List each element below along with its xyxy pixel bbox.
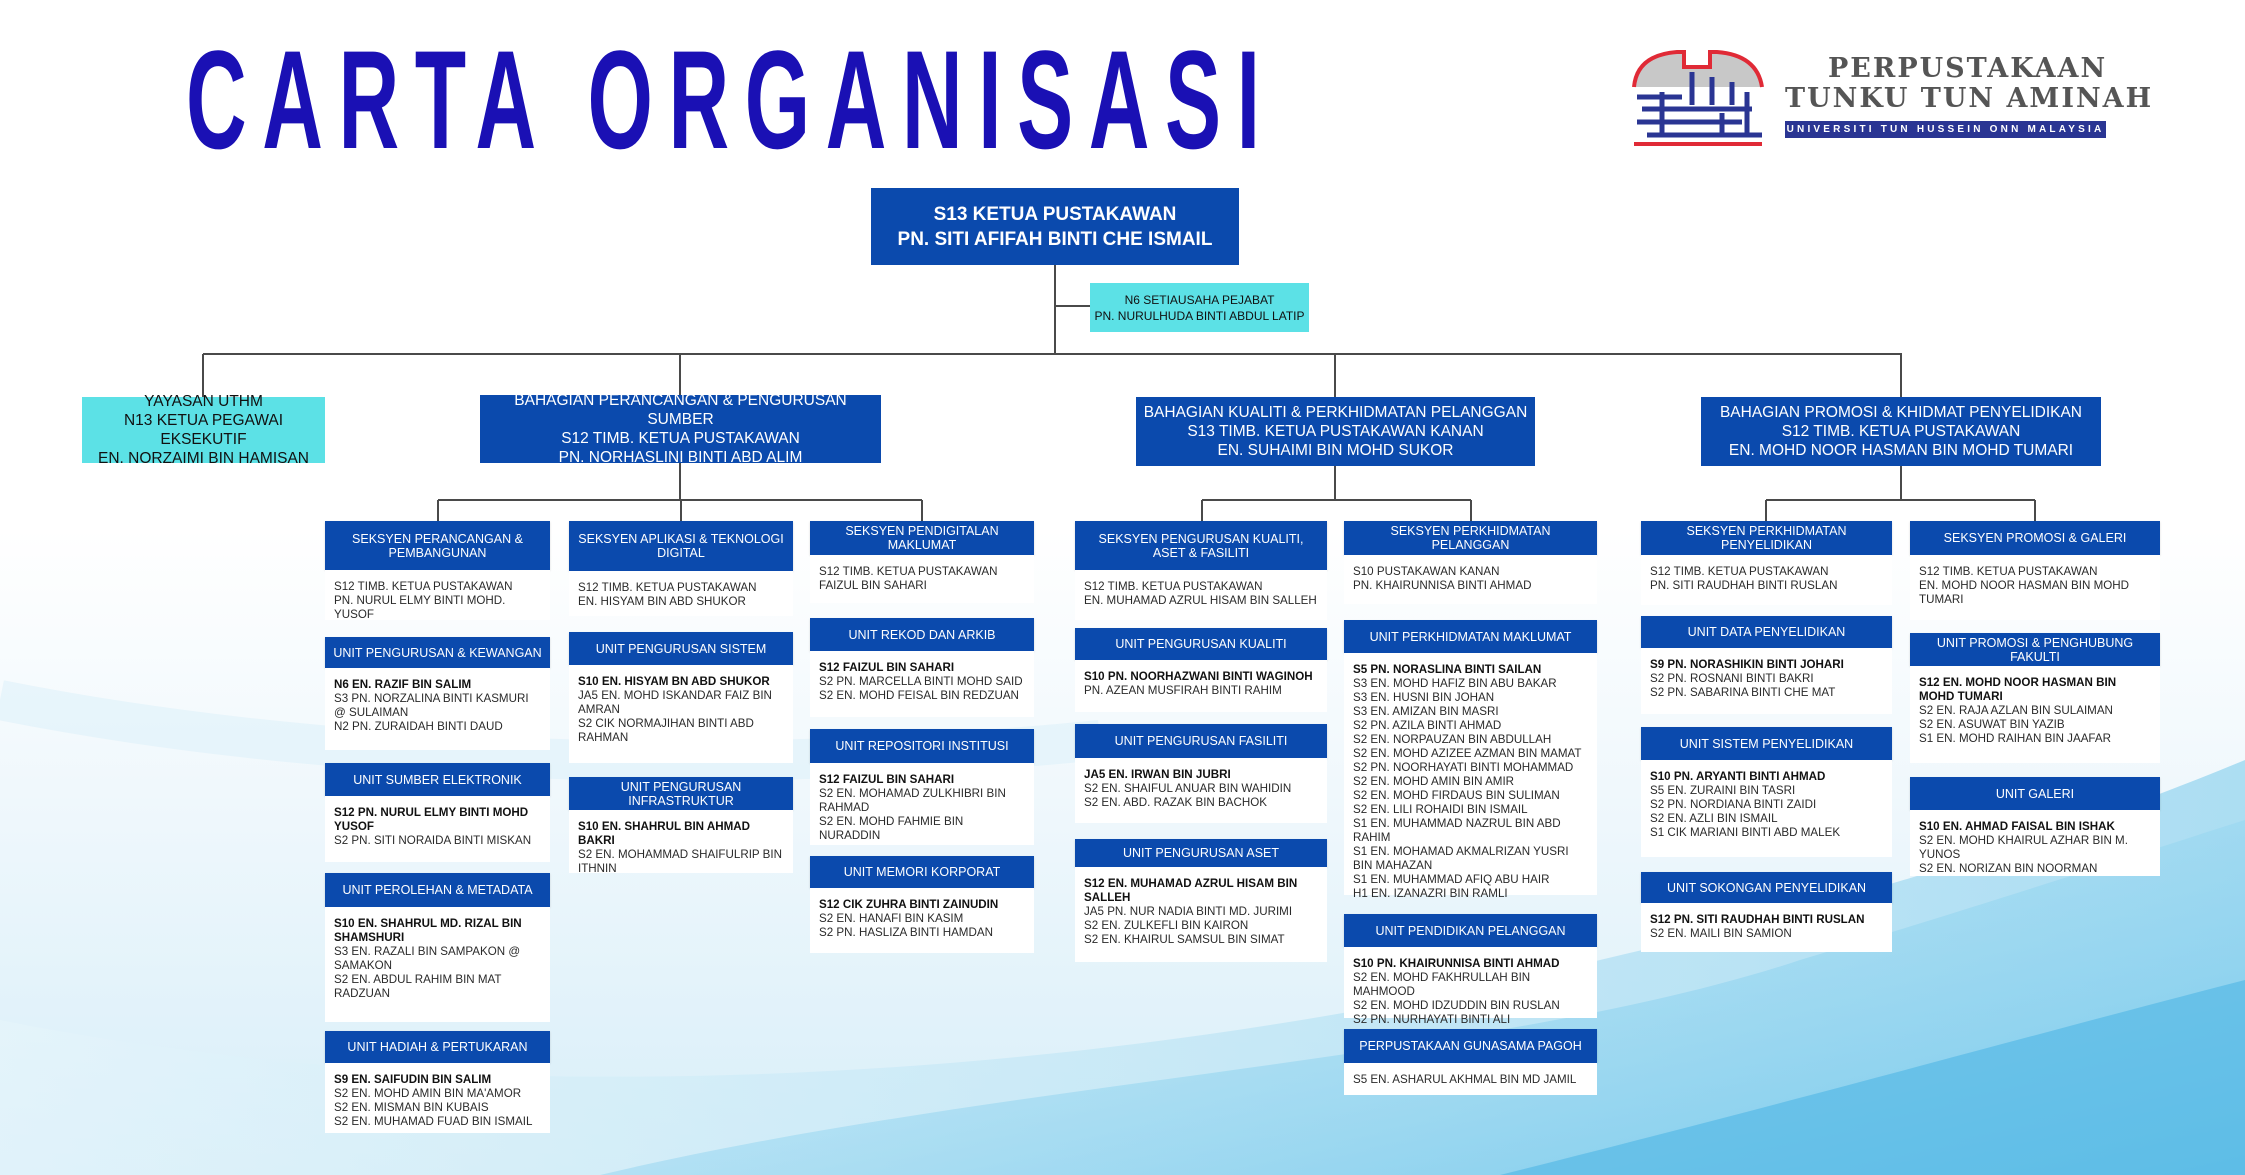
connector-horizontal xyxy=(1766,499,2035,501)
section-header: SEKSYEN PERKHIDMATAN PENYELIDIKAN xyxy=(1641,521,1892,555)
unit-header: PERPUSTAKAAN GUNASAMA PAGOH xyxy=(1344,1029,1597,1063)
staff-name: S2 PN. AZILA BINTI AHMAD xyxy=(1353,719,1502,732)
staff-name: S12 TIMB. KETUA PUSTAKAWAN xyxy=(1084,580,1263,593)
staff-name: S2 PN. NORDIANA BINTI ZAIDI xyxy=(1650,798,1817,811)
unit-header: UNIT PENGURUSAN FASILITI xyxy=(1075,724,1327,758)
connector-vertical xyxy=(1334,354,1336,397)
unit-staff-list xyxy=(1910,810,2160,876)
unit-staff-list xyxy=(1075,758,1327,823)
section-header: SEKSYEN PENGURUSAN KUALITI, ASET & FASILITI xyxy=(1075,521,1327,570)
unit-header: UNIT PENGURUSAN INFRASTRUKTUR xyxy=(569,777,793,810)
division-head-line: S12 TIMB. KETUA PUSTAKAWAN xyxy=(561,430,800,447)
staff-name: S2 PN. MARCELLA BINTI MOHD SAID xyxy=(819,675,1023,688)
staff-name: S2 EN. KHAIRUL SAMSUL BIN SIMAT xyxy=(1084,933,1285,946)
connector-horizontal xyxy=(1055,305,1090,307)
staff-name: S1 EN. MUHAMMAD AFIQ ABU HAIR xyxy=(1353,873,1550,886)
unit-header: UNIT REKOD DAN ARKIB xyxy=(810,618,1034,651)
unit-staff-list xyxy=(1344,947,1597,1026)
unit-head-name: S10 EN. AHMAD FAISAL BIN ISHAK xyxy=(1919,820,2115,833)
staff-name: FAIZUL BIN SAHARI xyxy=(819,579,927,592)
connector-vertical xyxy=(1334,466,1336,500)
staff-name: PN. SITI RAUDHAH BINTI RUSLAN xyxy=(1650,579,1838,592)
staff-name: S12 TIMB. KETUA PUSTAKAWAN xyxy=(334,580,513,593)
connector-vertical xyxy=(1054,265,1056,355)
unit-head-name: N6 EN. RAZIF BIN SALIM xyxy=(334,678,472,691)
unit-head-name: S5 PN. NORASLINA BINTI SAILAN xyxy=(1353,663,1542,676)
division-box xyxy=(480,392,881,466)
staff-name: S2 EN. MUHAMAD FUAD BIN ISMAIL xyxy=(334,1115,533,1128)
staff-name: S2 EN. LILI ROHAIDI BIN ISMAIL xyxy=(1353,803,1528,816)
unit-staff-list xyxy=(325,796,550,862)
staff-name: S3 EN. HUSNI BIN JOHAN xyxy=(1353,691,1495,704)
unit-head-name: S9 PN. NORASHIKIN BINTI JOHARI xyxy=(1650,658,1844,671)
unit-header: UNIT SOKONGAN PENYELIDIKAN xyxy=(1641,872,1892,903)
section-staff-list xyxy=(325,570,550,620)
unit-head-name: S12 FAIZUL BIN SAHARI xyxy=(819,661,955,674)
division-name: BAHAGIAN PERANCANGAN & PENGURUSAN SUMBER xyxy=(514,392,847,428)
unit-header: UNIT PROMOSI & PENGHUBUNG FAKULTI xyxy=(1910,633,2160,666)
head-title: S13 KETUA PUSTAKAWAN xyxy=(933,203,1177,225)
connector-vertical xyxy=(680,500,682,521)
section-staff-list xyxy=(810,555,1034,603)
logo-line2: TUNKU TUN AMINAH xyxy=(1785,83,2154,114)
staff-name: S12 TIMB. KETUA PUSTAKAWAN xyxy=(1919,565,2098,578)
secretary-title: N6 SETIAUSAHA PEJABAT xyxy=(1124,292,1275,307)
staff-name: S2 EN. MOHD AMIN BIN AMIR xyxy=(1353,775,1515,788)
unit-staff-list xyxy=(1344,653,1597,900)
yayasan-line: YAYASAN UTHM xyxy=(144,393,263,410)
staff-name: S2 PN. HASLIZA BINTI HAMDAN xyxy=(819,926,993,939)
division-head-line: EN. MOHD NOOR HASMAN BIN MOHD TUMARI xyxy=(1728,442,2074,459)
unit-staff-list xyxy=(1075,867,1327,962)
staff-name: N2 PN. ZURAIDAH BINTI DAUD xyxy=(334,720,503,733)
unit-header: UNIT PENGURUSAN & KEWANGAN xyxy=(325,637,550,668)
page-title: CARTA ORGANISASI xyxy=(186,21,1276,178)
staff-name: S3 EN. AMIZAN BIN MASRI xyxy=(1353,705,1499,718)
library-logo xyxy=(1622,47,2154,147)
head-librarian-box xyxy=(871,188,1239,265)
unit-staff-list xyxy=(569,665,793,763)
unit-head-name: S12 PN. NURUL ELMY BINTI MOHD YUSOF xyxy=(334,806,529,833)
secretary-box xyxy=(1090,283,1309,332)
unit-staff-list xyxy=(1075,660,1327,712)
unit-header: UNIT SUMBER ELEKTRONIK xyxy=(325,763,550,796)
staff-name: S2 EN. RAJA AZLAN BIN SULAIMAN xyxy=(1919,704,2113,717)
unit-staff-list xyxy=(325,1063,550,1133)
unit-staff-list xyxy=(810,888,1034,953)
division-box xyxy=(1136,397,1535,466)
staff-name: H1 EN. IZANAZRI BIN RAMLI xyxy=(1353,887,1508,900)
staff-name: S2 EN. ABD. RAZAK BIN BACHOK xyxy=(1084,796,1267,809)
staff-name: EN. MUHAMAD AZRUL HISAM BIN SALLEH xyxy=(1084,594,1317,607)
staff-name: S3 EN. RAZALI BIN SAMPAKON @ SAMAKON xyxy=(334,945,521,972)
staff-name: S2 EN. MOHD AZIZEE AZMAN BIN MAMAT xyxy=(1353,747,1582,760)
logo-subtitle: UNIVERSITI TUN HUSSEIN ONN MALAYSIA xyxy=(1785,121,2106,138)
connector-vertical xyxy=(679,354,681,395)
staff-name: PN. AZEAN MUSFIRAH BINTI RAHIM xyxy=(1084,684,1282,697)
unit-head-name: S10 PN. NOORHAZWANI BINTI WAGINOH xyxy=(1084,670,1313,683)
unit-header: UNIT REPOSITORI INSTITUSI xyxy=(810,729,1034,763)
section-staff-list xyxy=(1641,555,1892,605)
staff-name: S2 EN. MOHD FAHMIE BIN NURADDIN xyxy=(819,815,964,842)
connector-vertical xyxy=(1470,500,1472,521)
unit-head-name: S12 CIK ZUHRA BINTI ZAINUDIN xyxy=(819,898,999,911)
connector-vertical xyxy=(202,354,204,397)
staff-name: S2 EN. MOHAMAD ZULKHIBRI BIN RAHMAD xyxy=(819,787,1006,814)
staff-name: PN. KHAIRUNNISA BINTI AHMAD xyxy=(1353,579,1532,592)
staff-name: S2 EN. MOHD FIRDAUS BIN SULIMAN xyxy=(1353,789,1560,802)
staff-name: S1 CIK MARIANI BINTI ABD MALEK xyxy=(1650,826,1841,839)
unit-staff-list xyxy=(1344,1063,1597,1095)
unit-header: UNIT PERKHIDMATAN MAKLUMAT xyxy=(1344,620,1597,653)
unit-head-name: S12 FAIZUL BIN SAHARI xyxy=(819,773,955,786)
section-header: SEKSYEN PERKHIDMATAN PELANGGAN xyxy=(1344,521,1597,555)
staff-name: S2 EN. HANAFI BIN KASIM xyxy=(819,912,964,925)
unit-header: UNIT PENGURUSAN ASET xyxy=(1075,839,1327,867)
staff-name: S1 EN. MOHD RAIHAN BIN JAAFAR xyxy=(1919,732,2111,745)
unit-staff-list xyxy=(325,668,550,750)
staff-name: S2 EN. MISMAN BIN KUBAIS xyxy=(334,1101,489,1114)
unit-head-name: S9 EN. SAIFUDIN BIN SALIM xyxy=(334,1073,492,1086)
yayasan-box xyxy=(82,393,325,467)
connector-vertical xyxy=(1765,500,1767,521)
staff-name: S2 EN. NORPAUZAN BIN ABDULLAH xyxy=(1353,733,1552,746)
staff-name: S2 PN. NOORHAYATI BINTI MOHAMMAD xyxy=(1353,761,1574,774)
staff-name: S2 PN. SITI NORAIDA BINTI MISKAN xyxy=(334,834,532,847)
connector-vertical xyxy=(1201,500,1203,521)
connector-vertical xyxy=(1900,354,1902,397)
secretary-name: PN. NURULHUDA BINTI ABDUL LATIP xyxy=(1094,308,1305,323)
section-header: SEKSYEN PERANCANGAN & PEMBANGUNAN xyxy=(325,521,550,570)
division-head-line: PN. NORHASLINI BINTI ABD ALIM xyxy=(558,449,803,466)
section-staff-list xyxy=(1910,555,2160,620)
staff-name: EN. HISYAM BIN ABD SHUKOR xyxy=(578,595,746,608)
unit-header: UNIT HADIAH & PERTUKARAN xyxy=(325,1031,550,1063)
unit-header: UNIT SISTEM PENYELIDIKAN xyxy=(1641,727,1892,760)
staff-name: JA5 PN. NUR NADIA BINTI MD. JURIMI xyxy=(1084,905,1293,918)
logo-line1: PERPUSTAKAAN xyxy=(1828,53,2108,84)
connector-vertical xyxy=(2034,500,2036,521)
unit-header: UNIT PENDIDIKAN PELANGGAN xyxy=(1344,914,1597,947)
unit-head-name: S10 EN. SHAHRUL MD. RIZAL BIN SHAMSHURI xyxy=(334,917,522,944)
staff-name: S12 TIMB. KETUA PUSTAKAWAN xyxy=(1650,565,1829,578)
staff-name: S1 EN. MOHAMAD AKMALRIZAN YUSRI BIN MAHAZAN xyxy=(1353,845,1569,872)
unit-head-name: JA5 EN. IRWAN BIN JUBRI xyxy=(1084,768,1231,781)
unit-staff-list xyxy=(1641,903,1892,952)
staff-name: JA5 EN. MOHD ISKANDAR FAIZ BIN AMRAN xyxy=(578,689,772,716)
division-box xyxy=(1701,397,2101,466)
unit-staff-list xyxy=(1641,760,1892,857)
section-header: SEKSYEN PENDIGITALAN MAKLUMAT xyxy=(810,521,1034,555)
unit-header: UNIT PENGURUSAN KUALITI xyxy=(1075,628,1327,660)
staff-name: S2 EN. MOHD KHAIRUL AZHAR BIN M. YUNOS xyxy=(1919,834,2128,861)
division-head-line: S12 TIMB. KETUA PUSTAKAWAN xyxy=(1781,423,2021,440)
division-name: BAHAGIAN KUALITI & PERKHIDMATAN PELANGGAN xyxy=(1143,404,1528,421)
library-emblem-icon xyxy=(1622,47,1772,147)
staff-name: S2 EN. ABDUL RAHIM BIN MAT RADZUAN xyxy=(334,973,502,1000)
unit-head-name: S12 EN. MUHAMAD AZRUL HISAM BIN SALLEH xyxy=(1084,877,1298,904)
section-header: SEKSYEN APLIKASI & TEKNOLOGI DIGITAL xyxy=(569,521,793,571)
staff-name: S2 EN. MOHD FAKHRULLAH BIN MAHMOOD xyxy=(1353,971,1531,998)
staff-name: S10 PUSTAKAWAN KANAN xyxy=(1353,565,1500,578)
staff-name: S5 EN. ASHARUL AKHMAL BIN MD JAMIL xyxy=(1353,1073,1577,1086)
staff-name: S2 EN. MOHD AMIN BIN MA'AMOR xyxy=(334,1087,522,1100)
unit-staff-list xyxy=(1641,648,1892,714)
staff-name: S12 TIMB. KETUA PUSTAKAWAN xyxy=(819,565,998,578)
section-header: SEKSYEN PROMOSI & GALERI xyxy=(1910,521,2160,555)
section-staff-list xyxy=(1075,570,1327,620)
unit-head-name: S10 EN. SHAHRUL BIN AHMAD BAKRI xyxy=(578,820,750,847)
staff-name: S2 EN. ASUWAT BIN YAZIB xyxy=(1919,718,2065,731)
connector-horizontal xyxy=(203,353,1902,355)
unit-head-name: S10 PN. ARYANTI BINTI AHMAD xyxy=(1650,770,1826,783)
unit-header: UNIT PENGURUSAN SISTEM xyxy=(569,632,793,665)
connector-vertical xyxy=(921,500,923,521)
staff-name: S3 PN. NORZALINA BINTI KASMURI @ SULAIMAN xyxy=(334,692,529,719)
staff-name: S2 EN. MOHD FEISAL BIN REDZUAN xyxy=(819,689,1019,702)
unit-staff-list xyxy=(810,763,1034,845)
connector-vertical xyxy=(679,463,681,500)
staff-name: S2 EN. MAILI BIN SAMION xyxy=(1650,927,1792,940)
staff-name: S2 EN. MOHAMMAD SHAIFULRIP BIN ITHNIN xyxy=(578,848,783,875)
unit-head-name: S10 PN. KHAIRUNNISA BINTI AHMAD xyxy=(1353,957,1560,970)
connector-vertical xyxy=(1900,466,1902,500)
staff-name: S2 PN. SABARINA BINTI CHE MAT xyxy=(1650,686,1836,699)
unit-header: UNIT PEROLEHAN & METADATA xyxy=(325,873,550,907)
section-staff-list xyxy=(1344,555,1597,604)
connector-horizontal xyxy=(1202,499,1471,501)
unit-head-name: S12 EN. MOHD NOOR HASMAN BIN MOHD TUMARI xyxy=(1919,676,2117,703)
unit-staff-list xyxy=(1910,666,2160,763)
division-name: BAHAGIAN PROMOSI & KHIDMAT PENYELIDIKAN xyxy=(1719,404,2083,421)
section-staff-list xyxy=(569,571,793,616)
unit-staff-list xyxy=(569,810,793,873)
staff-name: PN. NURUL ELMY BINTI MOHD. YUSOF xyxy=(334,594,506,621)
division-head-line: S13 TIMB. KETUA PUSTAKAWAN KANAN xyxy=(1187,423,1484,440)
staff-name: S2 EN. SHAIFUL ANUAR BIN WAHIDIN xyxy=(1084,782,1292,795)
staff-name: S2 EN. AZLI BIN ISMAIL xyxy=(1650,812,1778,825)
yayasan-line: EN. NORZAIMI BIN HAMISAN xyxy=(98,450,309,467)
head-name: PN. SITI AFIFAH BINTI CHE ISMAIL xyxy=(897,228,1213,250)
unit-header: UNIT GALERI xyxy=(1910,777,2160,810)
division-head-line: EN. SUHAIMI BIN MOHD SUKOR xyxy=(1217,442,1454,459)
staff-name: S2 EN. NORIZAN BIN NOORMAN xyxy=(1919,862,2098,875)
unit-staff-list xyxy=(810,651,1034,717)
staff-name: S3 EN. MOHD HAFIZ BIN ABU BAKAR xyxy=(1353,677,1557,690)
unit-staff-list xyxy=(325,907,550,1022)
staff-name: S1 EN. MUHAMMAD NAZRUL BIN ABD RAHIM xyxy=(1353,817,1561,844)
unit-head-name: S10 EN. HISYAM BN ABD SHUKOR xyxy=(578,675,770,688)
staff-name: S5 EN. ZURAINI BIN TASRI xyxy=(1650,784,1796,797)
staff-name: S12 TIMB. KETUA PUSTAKAWAN xyxy=(578,581,757,594)
yayasan-line: N13 KETUA PEGAWAI EKSEKUTIF xyxy=(123,412,284,448)
staff-name: S2 PN. ROSNANI BINTI BAKRI xyxy=(1650,672,1814,685)
connector-vertical xyxy=(437,500,439,521)
unit-head-name: S12 PN. SITI RAUDHAH BINTI RUSLAN xyxy=(1650,913,1865,926)
unit-header: UNIT DATA PENYELIDIKAN xyxy=(1641,616,1892,648)
staff-name: S2 PN. NURHAYATI BINTI ALI xyxy=(1353,1013,1511,1026)
staff-name: S2 EN. MOHD IDZUDDIN BIN RUSLAN xyxy=(1353,999,1560,1012)
staff-name: EN. MOHD NOOR HASMAN BIN MOHD TUMARI xyxy=(1919,579,2129,606)
unit-header: UNIT MEMORI KORPORAT xyxy=(810,856,1034,888)
staff-name: S2 EN. ZULKEFLI BIN KAIRON xyxy=(1084,919,1249,932)
staff-name: S2 CIK NORMAJIHAN BINTI ABD RAHMAN xyxy=(578,717,754,744)
